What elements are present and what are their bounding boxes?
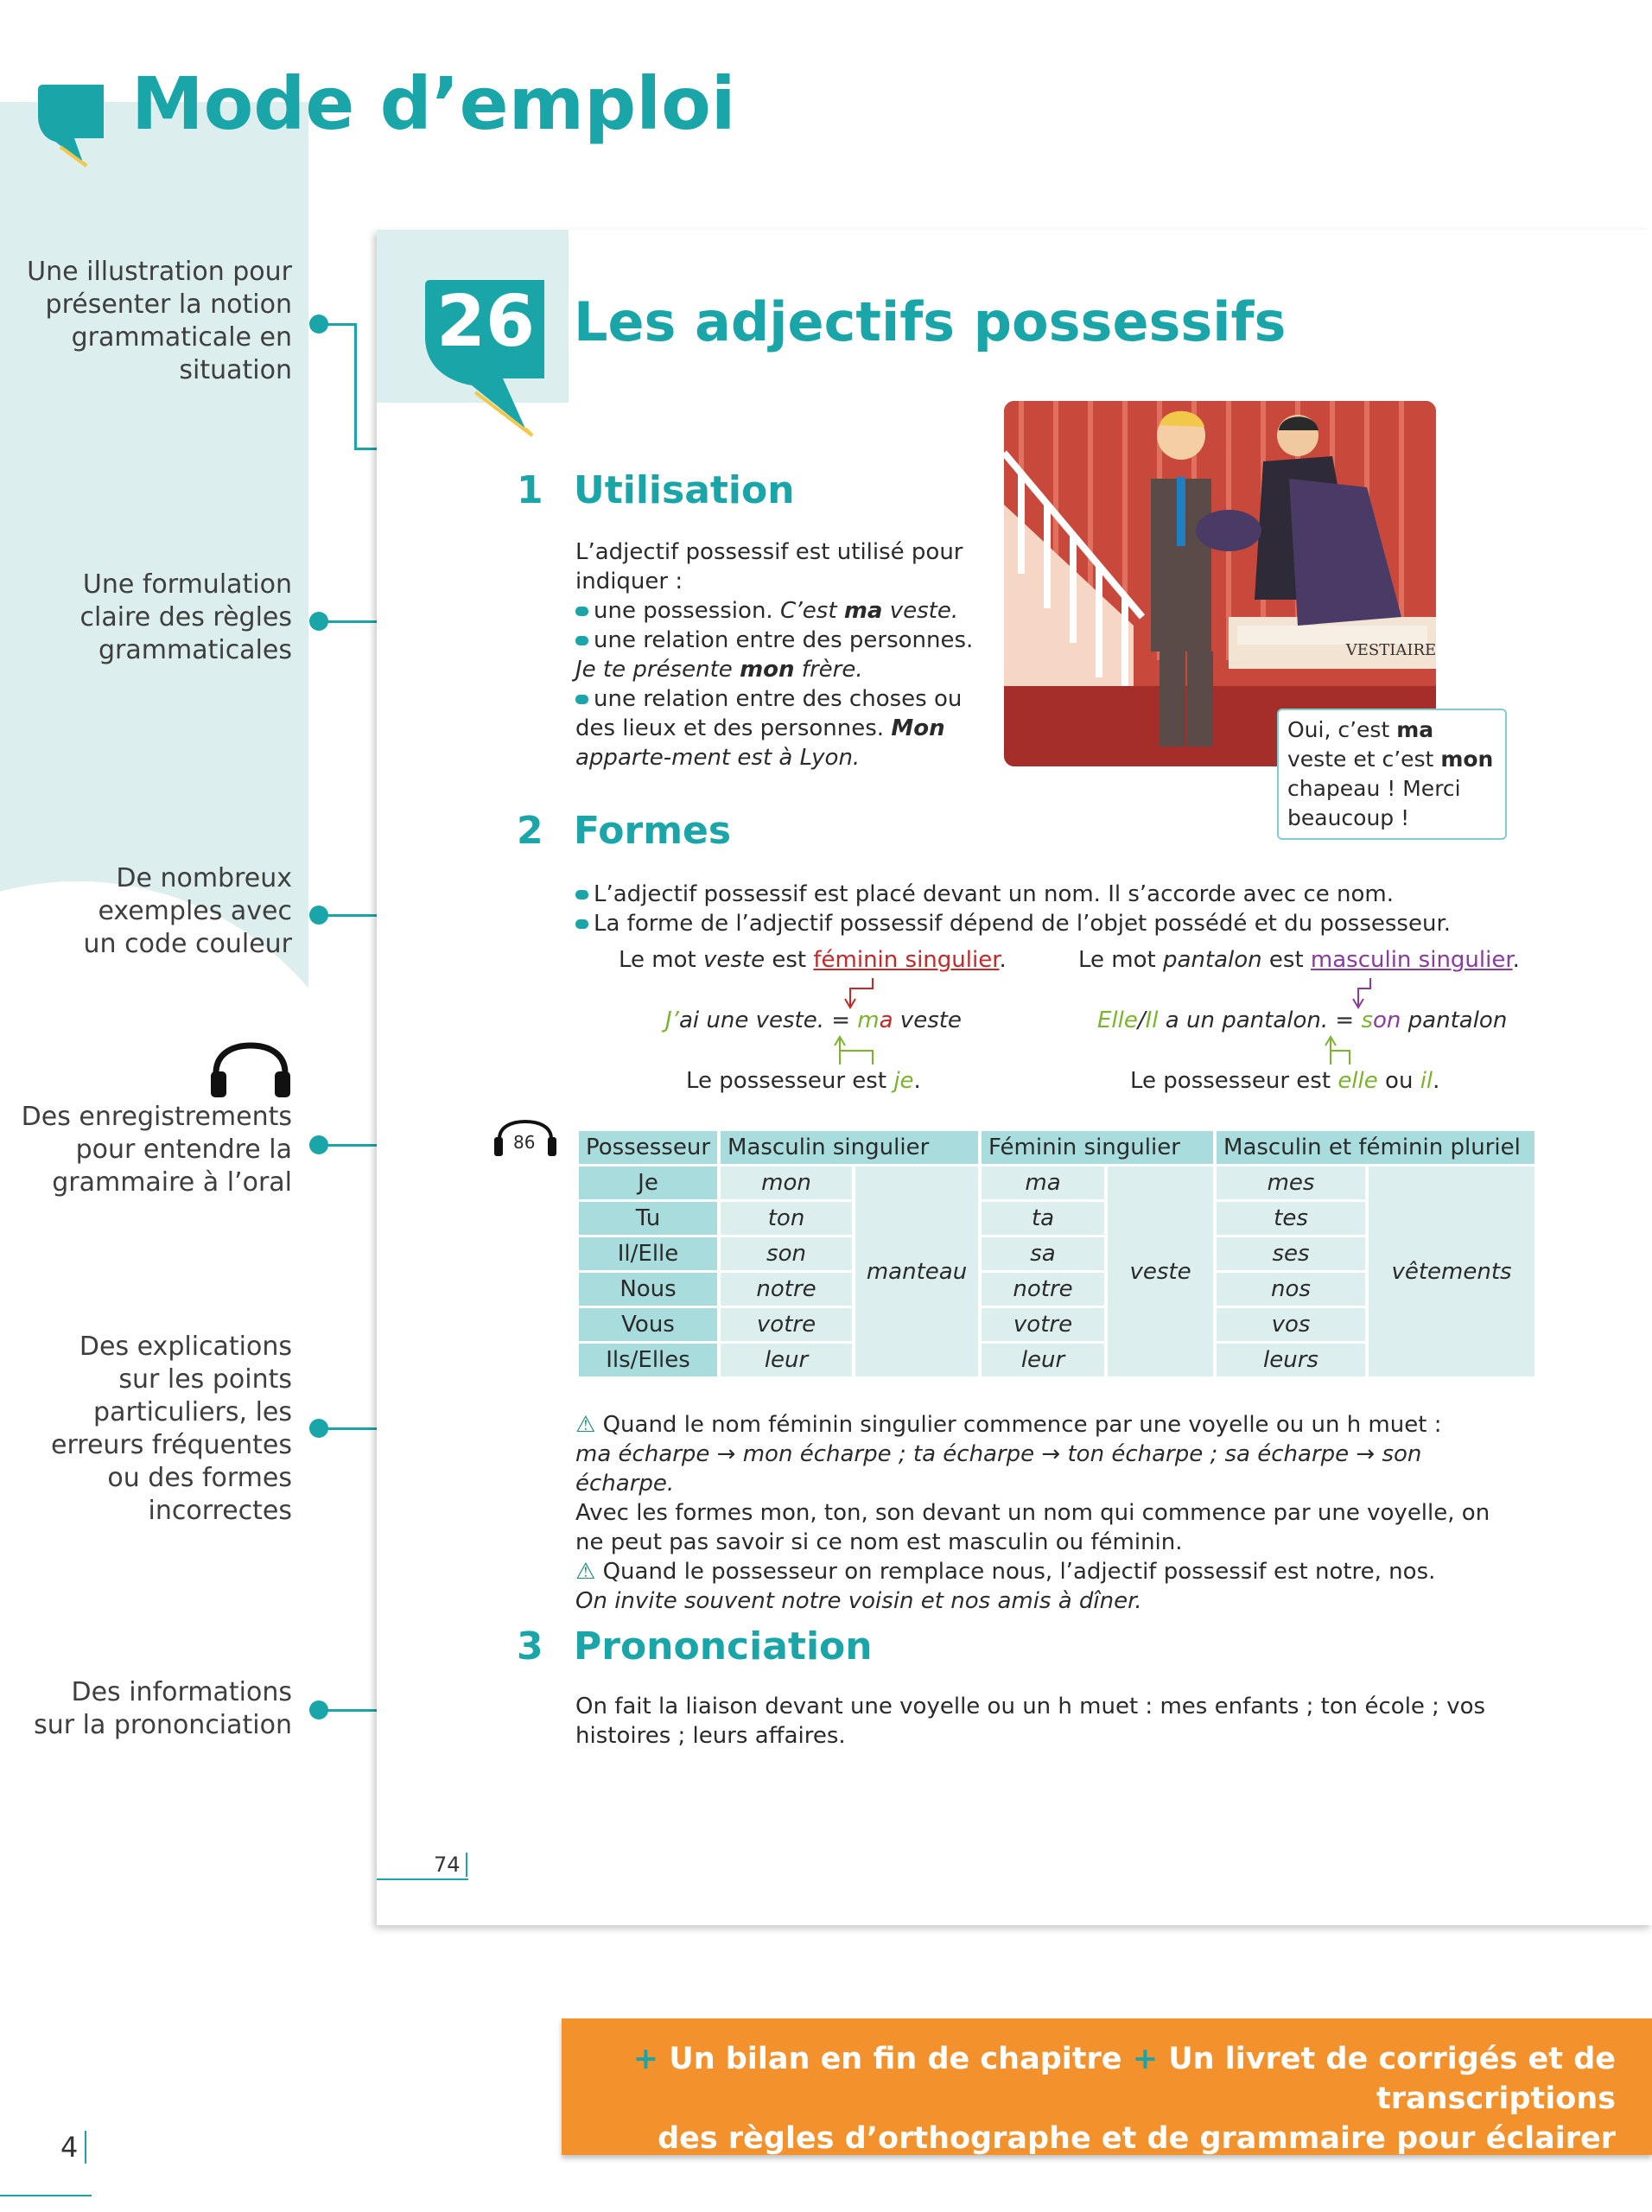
bullet-item: une relation entre des personnes. Je te présente mon frère. [575, 627, 974, 683]
table-cell: ma [982, 1166, 1104, 1199]
bullet-icon [575, 919, 588, 929]
audio-track-number: 86 [513, 1132, 536, 1153]
page-number-rule [0, 2160, 92, 2196]
warning-icon: ⚠ [575, 1412, 596, 1438]
note-text: Avec les formes mon, ton, son devant un nom qui commence par une voyelle, on ne peut pas savoir si ce nom est masculin ou féminin. [575, 1500, 1490, 1555]
example-left-line2: J’ai une veste. = ma veste [665, 1007, 962, 1033]
warning-example: On invite souvent notre voisin et nos amis à dîner. [575, 1588, 1142, 1614]
speech-bubble [1277, 709, 1507, 840]
inner-page-number: 74 [434, 1853, 467, 1877]
annotation-pronunciation: Des informations sur la prononciation [34, 1677, 292, 1740]
section-title: Formes [574, 809, 732, 853]
vestiaire-sign: VESTIAIRE [1345, 641, 1436, 659]
headphones-icon [207, 1042, 294, 1099]
annotation-audio: Des enregistrements pour entendre la grammaire à l’oral [21, 1102, 292, 1198]
annotation-illustration: Une illustration pour présenter la notion grammaticale en situation [27, 257, 292, 385]
table-cell: Il/Elle [579, 1237, 717, 1270]
chapter-title: Les adjectifs possessifs [574, 290, 1287, 353]
table-cell: ton [721, 1202, 852, 1235]
bullet-item: La forme de l’adjectif possessif dépend de l’objet possédé et du possesseur. [575, 909, 1526, 938]
table-cell: vêtements [1369, 1166, 1534, 1376]
table-cell: vos [1217, 1308, 1365, 1341]
warning-example: ma écharpe → mon écharpe ; ta écharpe → ton écharpe ; sa écharpe → son écharpe. [575, 1441, 1422, 1497]
promo-banner-text: + Un bilan en fin de chapitre + Un livret de corrigés et de transcriptions des règles d’orthographe et de grammaire pour éclairer des points [632, 2042, 1616, 2196]
section-title: Prononciation [574, 1624, 873, 1669]
example-right-line2: Elle/Il a un pantalon. = son pantalon [1097, 1007, 1508, 1033]
table-cell: leurs [1217, 1344, 1365, 1376]
warning-note: ⚠ Quand le nom féminin singulier commence par une voyelle ou un h muet : [575, 1412, 1442, 1438]
section-number: 3 [517, 1624, 543, 1669]
table-cell: ses [1217, 1237, 1365, 1270]
connector-line [323, 323, 354, 326]
example-right-line3: Le possesseur est elle ou il. [1130, 1068, 1440, 1094]
bullet-icon [575, 890, 588, 899]
table-cell: veste [1108, 1166, 1213, 1376]
speech-text: chapeau ! Merci beaucoup ! [1287, 776, 1461, 830]
speech-text: veste et c’est [1287, 747, 1441, 772]
table-cell: son [721, 1237, 852, 1270]
table-cell: ta [982, 1202, 1104, 1235]
table-header: Masculin singulier [721, 1131, 978, 1164]
bullet-item: L’adjectif possessif est placé devant un nom. Il s’accorde avec ce nom. [575, 880, 1526, 909]
bullet-icon [575, 607, 588, 616]
table-cell: nos [1217, 1273, 1365, 1306]
possessive-table [575, 1128, 1538, 1379]
table-cell: votre [721, 1308, 852, 1341]
table-cell: tes [1217, 1202, 1365, 1235]
table-cell: Vous [579, 1308, 717, 1341]
section-title: Utilisation [574, 468, 795, 512]
plus-icon: + [1132, 2042, 1159, 2076]
chapter-number: 26 [436, 281, 536, 363]
table-cell: Je [579, 1166, 717, 1199]
section1-body [575, 537, 990, 772]
table-cell: mon [721, 1166, 852, 1199]
annotation-explanations: Des explications sur les points particuliers, les erreurs fréquentes ou des formes incorrectes [51, 1332, 292, 1526]
section-number: 1 [517, 468, 543, 512]
table-cell: Tu [579, 1202, 717, 1235]
connector-line [354, 323, 357, 449]
table-cell: sa [982, 1237, 1104, 1270]
table-cell: leur [721, 1344, 852, 1376]
table-cell: Nous [579, 1273, 717, 1306]
bullet-item: une relation entre des choses ou des lieux et des personnes. Mon apparte-ment est à Lyon. [575, 686, 963, 771]
table-cell: votre [982, 1308, 1104, 1341]
table-cell: notre [982, 1273, 1104, 1306]
example-left-line1: Le mot veste est féminin singulier. [619, 947, 1007, 973]
table-cell: leur [982, 1344, 1104, 1376]
arrow-up-icon [829, 1033, 899, 1068]
bullet-icon [575, 695, 588, 704]
table-cell: notre [721, 1273, 852, 1306]
warning-icon: ⚠ [575, 1559, 596, 1585]
example-right-line1: Le mot pantalon est masculin singulier. [1078, 947, 1520, 973]
arrow-up-icon [1320, 1033, 1389, 1068]
speech-bold: mon [1440, 747, 1494, 772]
section2-bullets [575, 880, 1526, 938]
annotation-examples: De nombreux exemples avec un code couleur [83, 863, 292, 959]
bullet-item: une possession. C’est ma veste. [575, 596, 990, 626]
pronunciation-text: On fait la liaison devant une voyelle ou un h muet : mes enfants ; ton école ; vos histoires ; leurs affaires. [575, 1694, 1486, 1749]
table-header: Féminin singulier [982, 1131, 1213, 1164]
speech-text: Oui, c’est [1287, 717, 1397, 742]
table-cell: mes [1217, 1166, 1365, 1199]
table-cell: Ils/Elles [579, 1344, 717, 1376]
table-header: Possesseur [579, 1131, 717, 1164]
speech-bold: ma [1396, 717, 1434, 742]
intro-text: L’adjectif possessif est utilisé pour indiquer : [575, 539, 963, 594]
annotation-rules: Une formulation claire des règles grammaticales [79, 569, 292, 665]
plus-icon: + [632, 2042, 659, 2076]
example-left-line3: Le possesseur est je. [686, 1068, 921, 1094]
quote-bubble-icon [35, 78, 109, 168]
warning-note: ⚠ Quand le possesseur on remplace nous, l’adjectif possessif est notre, nos. [575, 1559, 1436, 1585]
audio-track-button[interactable] [492, 1120, 558, 1158]
page-title: Mode d’emploi [131, 61, 736, 146]
page-number: 4 [60, 2131, 86, 2164]
table-header: Masculin et féminin pluriel [1217, 1131, 1534, 1164]
section-number: 2 [517, 809, 543, 853]
bullet-icon [575, 636, 588, 645]
notes-block [575, 1410, 1509, 1616]
table-cell: manteau [855, 1166, 978, 1376]
